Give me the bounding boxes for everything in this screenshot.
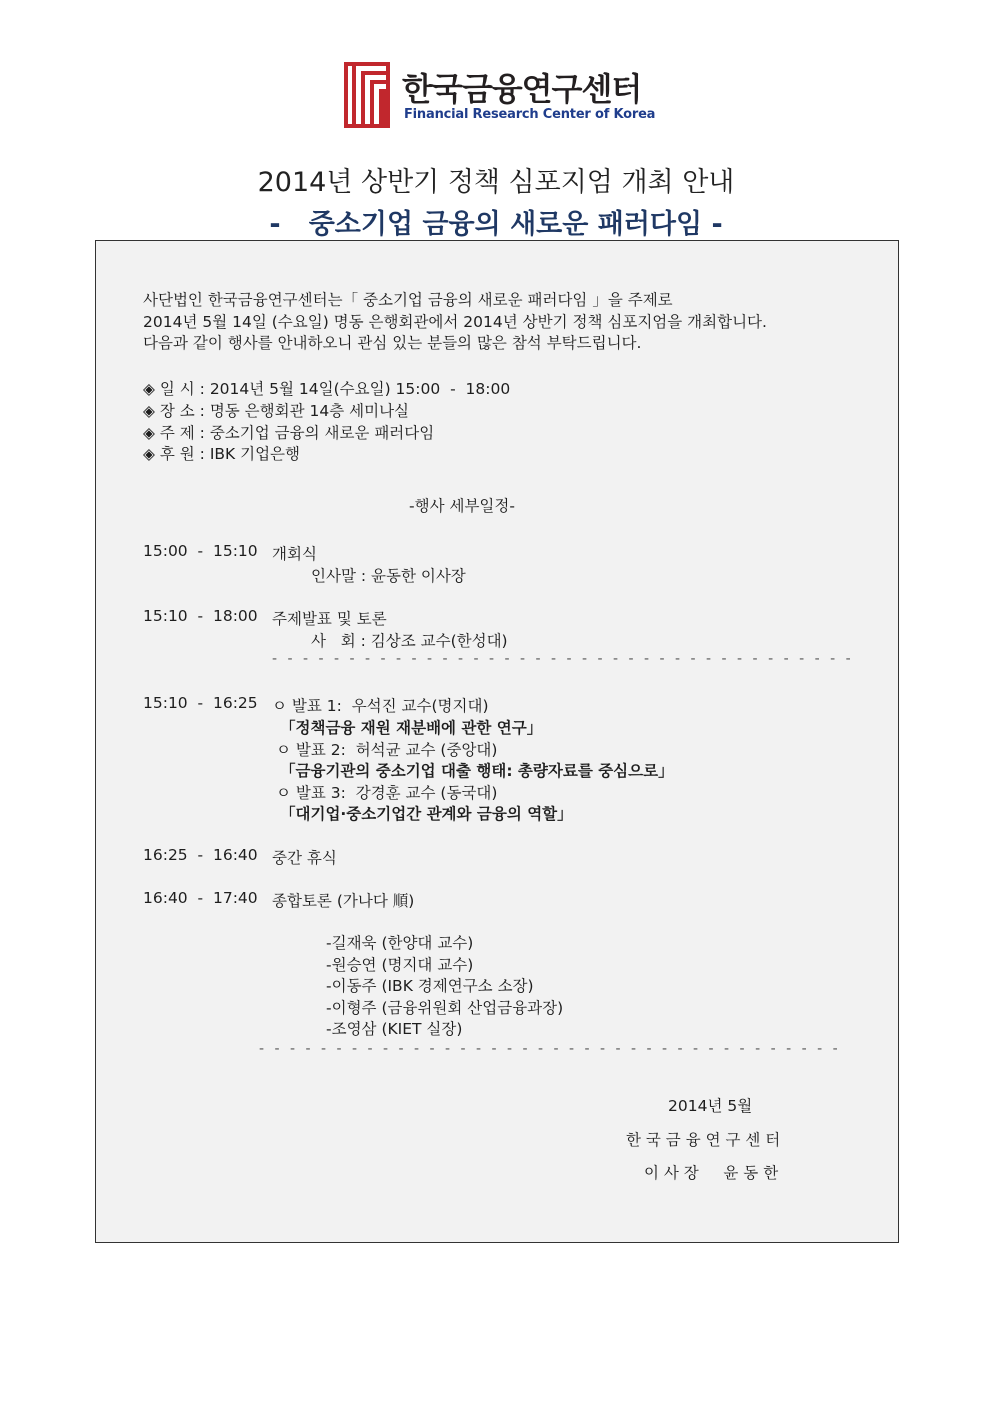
logo-korean-name: 한국금융연구센터: [402, 70, 642, 108]
presentation-topic: 「대기업·중소기업간 관계와 금융의 역할」: [280, 805, 573, 823]
schedule-title: 중간 휴식: [272, 849, 337, 867]
schedule-time: 15:10 - 18:00: [143, 607, 258, 625]
info-row-theme: ◈ 주 제 : 중소기업 금융의 새로운 패러다임: [143, 424, 435, 442]
intro-line: 2014년 5월 14일 (수요일) 명동 은행회관에서 2014년 상반기 정책 심포지엄을 개최합니다.: [143, 313, 767, 331]
info-label: 후 원: [159, 445, 195, 463]
info-row-date: ◈ 일 시 : 2014년 5월 14일(수요일) 15:00 - 18:00: [143, 380, 511, 398]
info-value: 명동 은행회관 14층 세미나실: [209, 402, 410, 420]
presentation-speaker: ㅇ 발표 2: 허석균 교수 (중앙대): [276, 741, 498, 759]
presentation-topic: 「금융기관의 중소기업 대출 행태: 총량자료를 중심으로」: [280, 762, 674, 780]
diamond-bullet-icon: ◈: [143, 402, 155, 420]
panelist: -조영삼 (KIET 실장): [326, 1020, 463, 1038]
panelist: -이동주 (IBK 경제연구소 소장): [326, 977, 534, 995]
presentation-speaker: ㅇ 발표 1: 우석진 교수(명지대): [272, 697, 489, 715]
invitation-body: [95, 240, 899, 1243]
info-value: IBK 기업은행: [209, 445, 301, 463]
schedule-heading: -행사 세부일정-: [409, 497, 515, 515]
schedule-time: 16:40 - 17:40: [143, 889, 258, 907]
diamond-bullet-icon: ◈: [143, 424, 155, 442]
diamond-bullet-icon: ◈: [143, 445, 155, 463]
intro-line: 다음과 같이 행사를 안내하오니 관심 있는 분들의 많은 참석 부탁드립니다.: [143, 334, 642, 352]
info-label: 주 제: [159, 424, 195, 442]
schedule-title: 종합토론 (가나다 順): [272, 892, 415, 910]
schedule-title: 개회식: [272, 545, 317, 563]
info-value: 중소기업 금융의 새로운 패러다임: [209, 424, 435, 442]
frck-logo-mark: [344, 62, 390, 128]
info-label: 일 시: [159, 380, 195, 398]
panelist: -이형주 (금융위원회 산업금융과장): [326, 999, 564, 1017]
schedule-time: 15:10 - 16:25: [143, 694, 258, 712]
presentation-topic: 「정책금융 재원 재분배에 관한 연구」: [280, 719, 543, 737]
schedule-detail: 인사말 : 윤동한 이사장: [311, 567, 466, 585]
logo-english-name: Financial Research Center of Korea: [404, 107, 656, 122]
info-value: 2014년 5월 14일(수요일) 15:00 - 18:00: [209, 380, 511, 398]
logo: [344, 60, 656, 130]
footer-chairman: 이 사 장 윤 동 한: [644, 1164, 779, 1182]
panelist: -원승연 (명지대 교수): [326, 956, 474, 974]
panelist: -길재욱 (한양대 교수): [326, 934, 474, 952]
schedule-time: 15:00 - 15:10: [143, 542, 258, 560]
info-label: 장 소: [159, 402, 195, 420]
info-row-sponsor: ◈ 후 원 : IBK 기업은행: [143, 445, 301, 463]
page-title: 2014년 상반기 정책 심포지엄 개최 안내: [257, 167, 735, 198]
presentation-speaker: ㅇ 발표 3: 강경훈 교수 (동국대): [276, 784, 498, 802]
schedule-title: 주제발표 및 토론: [272, 610, 387, 628]
dashed-divider: - - - - - - - - - - - - - - - - - - - - - - - - - - - - - - - - - - - - - -: [259, 1041, 841, 1057]
footer-organization: 한 국 금 융 연 구 센 터: [626, 1131, 781, 1149]
schedule-detail: 사 회 : 김상조 교수(한성대): [311, 632, 508, 650]
schedule-time: 16:25 - 16:40: [143, 846, 258, 864]
footer-date: 2014년 5월: [668, 1097, 753, 1115]
diamond-bullet-icon: ◈: [143, 380, 155, 398]
info-row-venue: ◈ 장 소 : 명동 은행회관 14층 세미나실: [143, 402, 410, 420]
dashed-divider: - - - - - - - - - - - - - - - - - - - - - - - - - - - - - - - - - - - - - -: [272, 651, 854, 667]
page-subtitle: - 중소기업 금융의 새로운 패러다임 -: [269, 209, 723, 240]
intro-line: 사단법인 한국금융연구센터는「 중소기업 금융의 새로운 패러다임 」을 주제로: [143, 291, 673, 309]
